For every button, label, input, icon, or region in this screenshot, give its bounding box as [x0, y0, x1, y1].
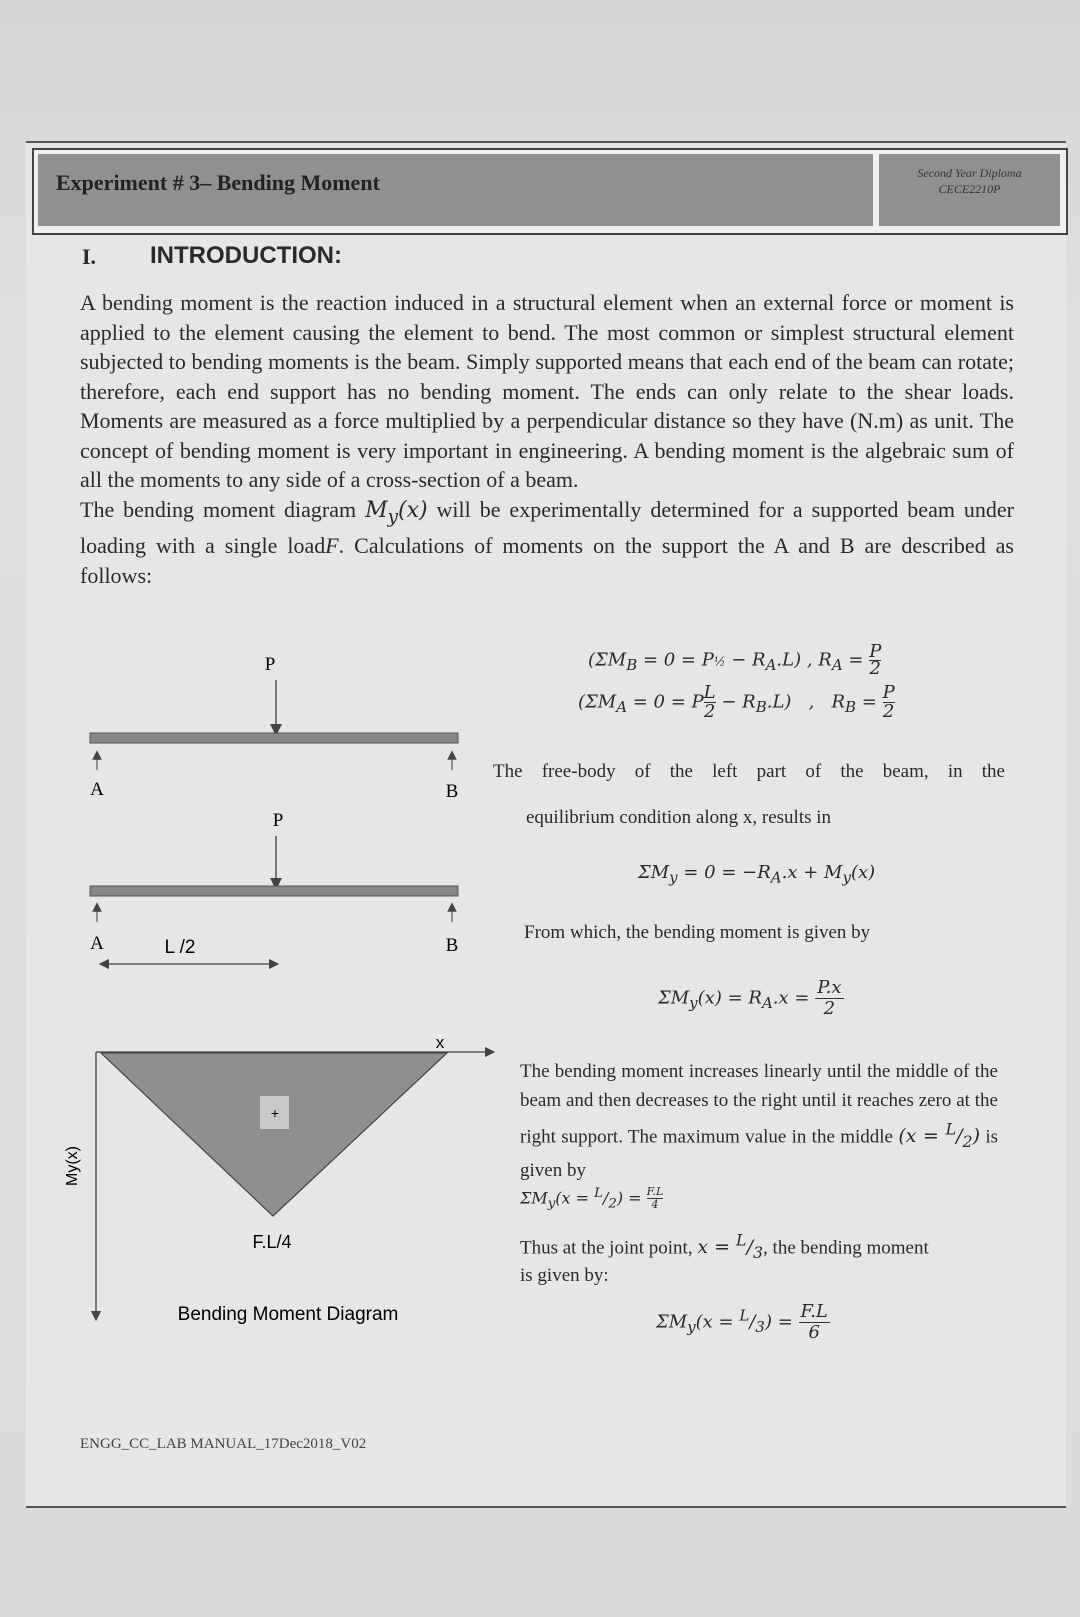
given-by-text: is given by:: [520, 1265, 609, 1286]
header-title: Experiment # 3– Bending Moment: [56, 170, 380, 195]
section-title: INTRODUCTION:: [150, 242, 342, 269]
course-level: Second Year Diploma: [917, 166, 1022, 180]
linear-increase-text: The bending moment increases linearly until the middle of the beam and then decreases to the right until it reaches zero at the right support. The maximum value in the middle $(x = ^L/_2)$ is given by: [520, 1061, 998, 1182]
equation-max-moment: $\Sigma M_y(x = ^L/_2)$ = $\frac{F.L}{4}$: [520, 1185, 664, 1212]
x-axis-label: x: [435, 1033, 445, 1052]
intro-paragraph-1: A bending moment is the reaction induced in a structural element when an external force or moment is applied to the element causing the element to bend. The most common or simplest structural element subjected to bending moments is the beam. Simply supported means that each end of the beam can rotate; therefore, each end support has no bending moment. The ends can only relate to the shear loads. Moments are measured as a force multiplied by a perpendicular distance so they have (N.m) as unit. The concept of bending moment is very important in engineering. A bending moment is the algebraic sum of all the moments to any side of a cross-section of a beam.: [80, 290, 1014, 492]
equation-joint-moment: $\Sigma M_y(x = ^L/_3)$ = $\frac{F.L}{6}$: [656, 1301, 828, 1343]
positive-sign: +: [270, 1105, 280, 1121]
beam-2: [90, 810, 458, 964]
beam-1: [90, 654, 458, 802]
diagram-caption: Bending Moment Diagram: [177, 1304, 399, 1325]
footer-manual-id: ENGG_CC_LAB MANUAL_17Dec2018_V02: [80, 1436, 367, 1452]
support-b-label-1: B: [445, 781, 459, 802]
intro-paragraph-2: The bending moment diagram $M_y(x)$ will be experimentally determined for a supported beam under loading with a single loadF. Calculations of moments on the support the A and B are described as follows:: [80, 496, 1014, 588]
support-a-label-2: A: [90, 933, 104, 954]
equation-sum-mb: ($\Sigma M_B = 0$ = P½ − $R_A.L$) , $R_A$ = $\frac{P}{2}$: [588, 641, 882, 679]
section-number: I.: [82, 244, 97, 269]
half-span-label: L /2: [164, 937, 196, 958]
from-which-text: From which, the bending moment is given by: [524, 922, 871, 943]
course-code: CECE2210P: [938, 182, 1001, 196]
equation-equilibrium: $\Sigma M_y = 0 = -R_A.x + M_y(x)$: [638, 862, 876, 887]
support-b-label-2: B: [445, 935, 459, 956]
max-moment-label: F.L/4: [252, 1232, 292, 1252]
equation-sum-ma: ($\Sigma M_A = 0 = P$ $\frac{L}{2}$ − $R_B.L$) , $R_B$ = $\frac{P}{2}$: [578, 682, 895, 722]
load-label-1: P: [264, 654, 276, 675]
load-label-2: P: [272, 810, 284, 831]
joint-point-text: Thus at the joint point, $x = ^L/_3$, the bending moment: [520, 1231, 929, 1263]
support-a-label-1: A: [90, 779, 104, 800]
equation-moment: $\Sigma M_y(x) = R_A.x$ = $\frac{P.x}{2}$: [658, 977, 842, 1019]
y-axis-label: My(x): [64, 1146, 81, 1186]
freebody-text-2: equilibrium condition along x, results in: [526, 807, 832, 828]
freebody-text-1: The free-body of the left part of the beam, in the: [493, 761, 1005, 782]
bending-moment-diagram: [64, 1033, 490, 1325]
